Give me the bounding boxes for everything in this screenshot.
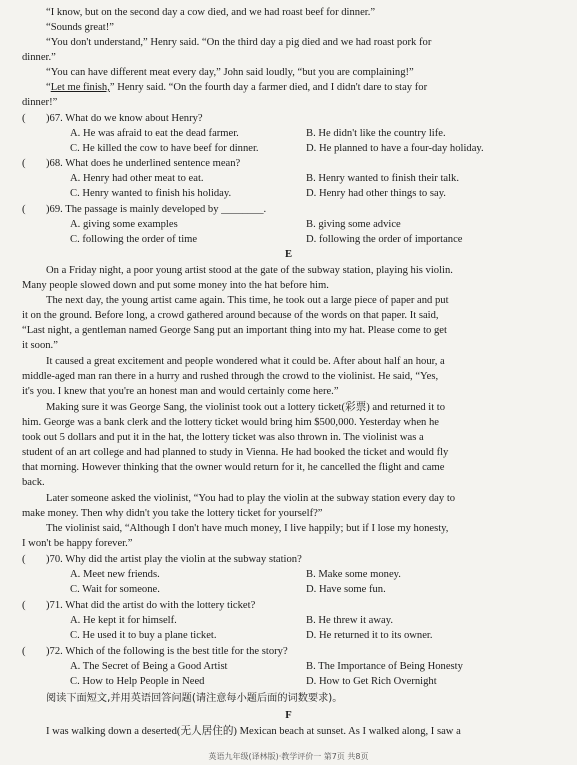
q72-option-a: A. The Secret of Being a Good Artist	[70, 661, 228, 672]
passage-d-line: “Sounds great!”	[46, 22, 114, 33]
question-paren: (	[22, 158, 26, 169]
passage-e-line: make money. Then why didn't you take the lottery ticket for yourself?”	[22, 508, 323, 519]
question-71: )71. What did the artist do with the lottery ticket?	[46, 600, 256, 611]
passage-e-line: took out 5 dollars and put it in the hat, the lottery ticket was also thrown in. The violinist was a	[22, 432, 424, 443]
q67-option-c: C. He killed the cow to have beef for dinner.	[70, 143, 259, 154]
question-paren: (	[22, 600, 26, 611]
q69-option-b: B. giving some advice	[306, 219, 401, 230]
question-68: )68. What does he underlined sentence mean?	[46, 158, 241, 169]
q67-option-a: A. He was afraid to eat the dead farmer.	[70, 128, 239, 139]
q69-option-c: C. following the order of time	[70, 234, 198, 245]
passage-f-line: I was walking down a deserted(无人居住的) Mexican beach at sunset. As I walked along, I saw a	[46, 726, 461, 737]
passage-e-line: Later someone asked the violinist, “You had to play the violin at the subway station every day to	[46, 493, 456, 504]
page-footer: 英语九年级(译林版)·教学评价一 第7页 共8页	[208, 752, 369, 761]
passage-e-line: The violinist said, “Although I don't have much money, I live happily; but if I lose my honesty,	[46, 523, 449, 534]
q69-option-d: D. following the order of importance	[306, 234, 463, 245]
question-72: )72. Which of the following is the best title for the story?	[46, 646, 288, 657]
passage-d-line-underlined: “Let me finish,” Henry said. “On the fourth day a farmer died, and I didn't dare to stay for	[46, 82, 428, 93]
question-paren: (	[22, 113, 26, 124]
q70-option-d: D. Have some fun.	[306, 584, 386, 595]
question-paren: (	[22, 204, 26, 215]
passage-e-line: “Last night, a gentleman named George Sang put an important thing into my hat. Please come to get	[22, 325, 447, 336]
passage-e-line: it's you. I knew that you're an honest man and would certainly come here.”	[22, 386, 339, 397]
passage-e-line: middle-aged man ran there in a hurry and rushed through the crowd to the violinist. He said, “Yes,	[22, 371, 439, 382]
q70-option-c: C. Wait for someone.	[70, 584, 160, 595]
q71-option-c: C. He used it to buy a plane ticket.	[70, 630, 217, 641]
underlined-sentence: Let me finish,	[50, 82, 110, 93]
q68-option-d: D. Henry had other things to say.	[306, 188, 446, 199]
question-69	[46, 203, 266, 217]
passage-e-line: him. George was a bank clerk and the lottery ticket would bring him $500,000. Yesterday when he	[22, 417, 439, 428]
section-e-heading: E	[284, 249, 293, 260]
passage-e-line: It caused a great excitement and people wondered what it could be. After about half an hour, a	[46, 356, 445, 367]
passage-d-line: “You don't understand,” Henry said. “On the third day a pig died and we had roast pork for	[46, 37, 432, 48]
q72-option-b: B. The Importance of Being Honesty	[306, 661, 463, 672]
q71-option-b: B. He threw it away.	[306, 615, 393, 626]
passage-e-line: Many people slowed down and put some money into the hat before him.	[22, 280, 329, 291]
q70-option-a: A. Meet new friends.	[70, 569, 160, 580]
section-f-instruction: 阅读下面短文,并用英语回答问题(请注意每小题后面的词数要求)。	[46, 693, 343, 704]
q69-option-a: A. giving some examples	[70, 219, 178, 230]
q68-option-a: A. Henry had other meat to eat.	[70, 173, 204, 184]
q67-option-d: D. He planned to have a four-day holiday.	[306, 143, 484, 154]
passage-e-line: The next day, the young artist came again. This time, he took out a large piece of paper and put	[46, 295, 449, 306]
q72-option-c: C. How to Help People in Need	[70, 676, 205, 687]
q72-option-d: D. How to Get Rich Overnight	[306, 676, 437, 687]
passage-e-line: student of an art college and had planned to study in Vienna. He had booked the ticket and would fly	[22, 447, 449, 458]
passage-e-line: it soon.”	[22, 340, 58, 351]
passage-e-line: On a Friday night, a poor young artist stood at the gate of the subway station, playing his violin.	[46, 265, 453, 276]
passage-e-line: back.	[22, 477, 45, 488]
passage-e-line: I won't be happy forever.”	[22, 538, 133, 549]
q71-option-a: A. He kept it for himself.	[70, 615, 177, 626]
question-67: )67. What do we know about Henry?	[46, 113, 203, 124]
passage-d-line: “I know, but on the second day a cow died, and we had roast beef for dinner.”	[46, 7, 376, 18]
question-69-stem: )69. The passage is mainly developed by	[46, 204, 219, 215]
q70-option-b: B. Make some money.	[306, 569, 401, 580]
passage-d-line: “You can have different meat every day,” John said loudly, “but you are complaining!”	[46, 67, 414, 78]
answer-blank: ________.	[221, 204, 267, 215]
passage-e-line: Making sure it was George Sang, the violinist took out a lottery ticket(彩票) and returned it to	[46, 402, 446, 413]
passage-e-line: that morning. However thinking that the owner would return for it, he cancelled the flight and came	[22, 462, 445, 473]
question-70: )70. Why did the artist play the violin at the subway station?	[46, 554, 302, 565]
q68-option-b: B. Henry wanted to finish their talk.	[306, 173, 459, 184]
q67-option-b: B. He didn't like the country life.	[306, 128, 446, 139]
q71-option-d: D. He returned it to its owner.	[306, 630, 433, 641]
q68-option-c: C. Henry wanted to finish his holiday.	[70, 188, 232, 199]
passage-e-line: it on the ground. Before long, a crowd gathered around because of the words on that paper. It said,	[22, 310, 439, 321]
passage-d-line: dinner.”	[22, 52, 56, 63]
question-paren: (	[22, 646, 26, 657]
question-paren: (	[22, 554, 26, 565]
section-f-heading: F	[285, 710, 292, 721]
passage-d-line: dinner!”	[22, 97, 58, 108]
